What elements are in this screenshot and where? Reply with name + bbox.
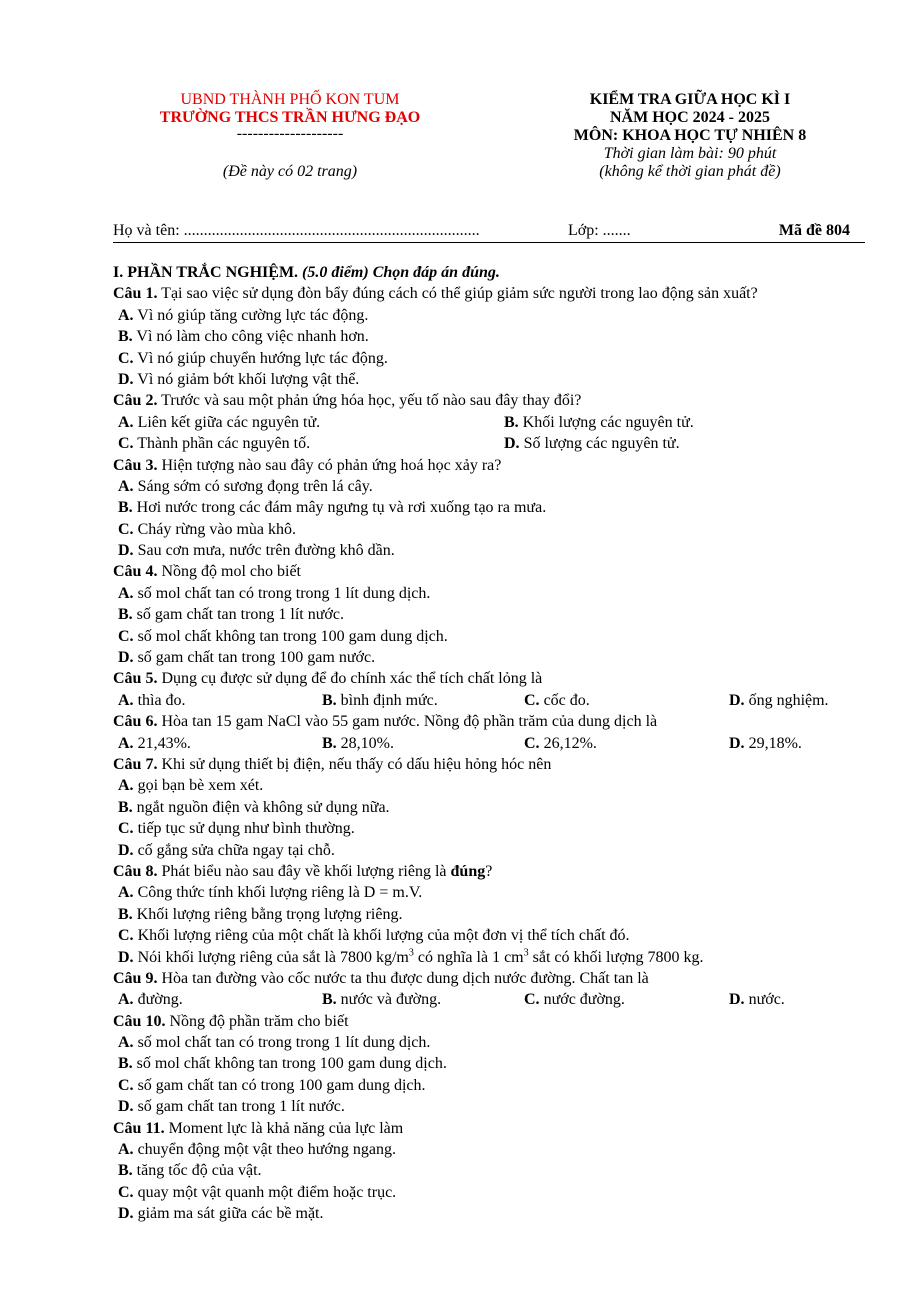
option-key: B. — [118, 905, 133, 923]
option — [113, 818, 873, 839]
option — [113, 305, 873, 326]
option-key: A. — [118, 413, 134, 431]
option — [322, 690, 438, 711]
question-text: Tại sao việc sử dụng đòn bẩy đúng cách có thể giúp giảm sức người trong lao động sản xuất? — [157, 285, 758, 303]
option-text: 28,10%. — [336, 734, 394, 752]
option — [729, 733, 802, 754]
option — [118, 733, 191, 754]
option-key: C. — [118, 520, 134, 538]
option-key: C. — [118, 820, 134, 838]
question-number: Câu 8. — [113, 862, 158, 880]
option-text: quay một vật quanh một điểm hoặc trục. — [133, 1183, 397, 1201]
option — [322, 989, 441, 1010]
superscript: 3 — [408, 947, 414, 959]
option — [113, 947, 873, 968]
option — [524, 690, 590, 711]
option-key: D. — [118, 370, 134, 388]
option — [113, 369, 873, 390]
question-5 — [113, 668, 873, 689]
option — [113, 647, 873, 668]
option-text: Liên kết giữa các nguyên tử. — [133, 413, 321, 431]
option-key: C. — [118, 627, 134, 645]
superscript: 3 — [523, 947, 529, 959]
option — [118, 690, 186, 711]
option — [113, 1160, 873, 1181]
question-3 — [113, 455, 873, 476]
option-key: D. — [118, 649, 134, 667]
option — [113, 1139, 873, 1160]
option-key: A. — [118, 477, 134, 495]
question-8 — [113, 861, 873, 882]
option-text: cốc đo. — [539, 691, 590, 709]
option-text: Nói khối lượng riêng của sắt là 7800 kg/m — [133, 948, 409, 966]
option — [118, 435, 310, 452]
option-row — [113, 690, 873, 711]
option-text: Khối lượng riêng của một chất là khối lượng của một đơn vị thể tích chất đó. — [133, 927, 630, 945]
option-text: Số lượng các nguyên tử. — [519, 435, 680, 453]
option — [113, 1203, 873, 1224]
option-key: D. — [729, 691, 745, 709]
option — [118, 989, 183, 1010]
question-text: Phát biểu nào sau đây về khối lượng riêng là — [157, 862, 451, 880]
option-key: D. — [729, 991, 745, 1009]
option-row — [113, 433, 873, 454]
exam-title: KIỂM TRA GIỮA HỌC KÌ I — [589, 91, 791, 108]
question-number: Câu 7. — [113, 755, 158, 773]
option-text: tiếp tục sử dụng như bình thường. — [133, 820, 355, 838]
option-key: B. — [322, 691, 337, 709]
option — [113, 840, 873, 861]
question-4 — [113, 561, 873, 582]
option-key: A. — [118, 1034, 134, 1052]
option-text: giảm ma sát giữa các bề mặt. — [133, 1205, 324, 1223]
option-key: A. — [118, 777, 134, 795]
option-key: C. — [524, 991, 540, 1009]
option-text: đường. — [133, 991, 183, 1009]
option-text: chuyển động một vật theo hướng ngang. — [133, 1141, 396, 1159]
option-key: C. — [524, 734, 540, 752]
school-name: TRƯỜNG THCS TRẦN HƯNG ĐẠO — [159, 109, 421, 126]
question-tail: ? — [485, 862, 493, 880]
question-text: Nồng độ mol cho biết — [157, 563, 301, 581]
option — [113, 1096, 873, 1117]
exam-header — [490, 91, 890, 181]
option — [322, 733, 394, 754]
option-text: Vì nó làm cho công việc nhanh hơn. — [132, 328, 369, 346]
option-key: B. — [322, 734, 337, 752]
option-row — [113, 412, 873, 433]
option-text: số mol chất không tan trong 100 gam dung dịch. — [132, 1055, 447, 1073]
option-key: A. — [118, 991, 134, 1009]
option-key: D. — [118, 948, 134, 966]
option-key: D. — [118, 1098, 134, 1116]
option-key: A. — [118, 734, 134, 752]
option-key: B. — [118, 499, 133, 517]
option-text: 26,12%. — [539, 734, 597, 752]
option — [113, 904, 873, 925]
option — [113, 1075, 873, 1096]
option-key: D. — [118, 841, 134, 859]
question-text: Hòa tan 15 gam NaCl vào 55 gam nước. Nồng độ phần trăm của dung dịch là — [157, 713, 658, 731]
exam-code: Mã đề 804 — [778, 222, 850, 239]
option-key: B. — [322, 991, 337, 1009]
option — [113, 775, 873, 796]
option-key: C. — [524, 691, 540, 709]
option-text: Vì nó giúp chuyển hướng lực tác động. — [133, 349, 388, 367]
option — [113, 1182, 873, 1203]
option-key: A. — [118, 306, 134, 324]
option — [113, 626, 873, 647]
option — [113, 540, 873, 561]
option — [118, 414, 320, 431]
option-text: số mol chất tan có trong trong 1 lít dung dịch. — [133, 1034, 431, 1052]
option — [113, 348, 873, 369]
subject: MÔN: KHOA HỌC TỰ NHIÊN 8 — [573, 127, 807, 144]
option-row — [113, 989, 873, 1010]
question-number: Câu 6. — [113, 713, 158, 731]
option-text: Công thức tính khối lượng riêng là D = m.V. — [133, 884, 423, 902]
option-text: số mol chất tan có trong trong 1 lít dung dịch. — [133, 584, 431, 602]
student-info-row — [113, 222, 850, 242]
option — [113, 925, 873, 946]
option-key: D. — [504, 435, 520, 453]
option-text: 29,18%. — [744, 734, 802, 752]
option-text: số gam chất tan trong 1 lít nước. — [133, 1098, 345, 1116]
option-key: C. — [118, 1183, 134, 1201]
option — [729, 989, 785, 1010]
option-key: A. — [118, 691, 134, 709]
duration-note: (không kể thời gian phát đề) — [599, 163, 781, 180]
option-key: C. — [118, 349, 134, 367]
option-key: A. — [118, 1141, 134, 1159]
question-text: Hiện tượng nào sau đây có phản ứng hoá học xảy ra? — [157, 456, 502, 474]
option — [524, 989, 625, 1010]
option-text: nước đường. — [539, 991, 625, 1009]
question-text: Nồng độ phần trăm cho biết — [165, 1012, 349, 1030]
question-number: Câu 4. — [113, 563, 158, 581]
option — [729, 690, 829, 711]
option — [113, 797, 873, 818]
option-text: ngắt nguồn điện và không sử dụng nữa. — [132, 798, 390, 816]
option — [113, 1032, 873, 1053]
option — [113, 326, 873, 347]
option — [113, 497, 873, 518]
option-text: Hơi nước trong các đám mây ngưng tụ và rơi xuống tạo ra mưa. — [132, 499, 547, 517]
option-key: B. — [118, 1055, 133, 1073]
question-number: Câu 10. — [113, 1012, 166, 1030]
option-text: gọi bạn bè xem xét. — [133, 777, 264, 795]
option-text: Khối lượng các nguyên tử. — [518, 413, 694, 431]
page-count-note: (Đề này có 02 trang) — [222, 163, 358, 180]
option — [113, 476, 873, 497]
student-name-field: Họ và tên: .......................................................................... — [113, 222, 480, 239]
option-text: bình định mức. — [336, 691, 438, 709]
option-text: thìa đo. — [133, 691, 186, 709]
duration: Thời gian làm bài: 90 phút — [603, 145, 777, 162]
section-heading — [113, 262, 873, 283]
option-text: có nghĩa là 1 cm — [413, 948, 524, 966]
option — [504, 412, 694, 433]
option — [113, 882, 873, 903]
school-header — [100, 91, 480, 181]
option-text: sắt có khối lượng 7800 kg. — [528, 948, 704, 966]
option-row — [113, 733, 873, 754]
header-divider: -------------------- — [236, 125, 344, 142]
option-text: Sau cơn mưa, nước trên đường khô dần. — [133, 542, 395, 560]
question-emphasis: đúng — [450, 862, 486, 880]
class-field: Lớp: ....... — [568, 222, 631, 239]
option-text: cố gắng sửa chữa ngay tại chỗ. — [133, 841, 335, 859]
question-number: Câu 5. — [113, 670, 158, 688]
question-number: Câu 1. — [113, 285, 158, 303]
question-number: Câu 2. — [113, 392, 158, 410]
option-key: D. — [118, 542, 134, 560]
section-note: (5.0 điểm) Chọn đáp án đúng. — [298, 264, 500, 281]
option-text: Vì nó giảm bớt khối lượng vật thể. — [133, 370, 360, 388]
option-key: D. — [118, 1205, 134, 1223]
option-key: A. — [118, 584, 134, 602]
option-text: Cháy rừng vào mùa khô. — [133, 520, 296, 538]
option — [113, 604, 873, 625]
option-text: 21,43%. — [133, 734, 191, 752]
option-key: B. — [118, 798, 133, 816]
question-text: Moment lực là khả năng của lực làm — [164, 1119, 404, 1137]
option-key: C. — [118, 1076, 134, 1094]
question-1 — [113, 283, 873, 304]
department-name: UBND THÀNH PHỐ KON TUM — [180, 91, 400, 108]
option-text: tăng tốc độ của vật. — [132, 1162, 262, 1180]
option-key: B. — [118, 606, 133, 624]
option-text: nước. — [744, 991, 785, 1009]
question-number: Câu 3. — [113, 456, 158, 474]
option-key: B. — [118, 328, 133, 346]
option-text: số gam chất tan trong 1 lít nước. — [132, 606, 344, 624]
option-text: nước và đường. — [336, 991, 442, 1009]
option — [524, 733, 597, 754]
option-text: Sáng sớm có sương đọng trên lá cây. — [133, 477, 373, 495]
school-year: NĂM HỌC 2024 - 2025 — [610, 109, 770, 126]
option-text: Vì nó giúp tăng cường lực tác động. — [133, 306, 369, 324]
option-key: B. — [504, 413, 519, 431]
option-key: D. — [729, 734, 745, 752]
question-text: Hòa tan đường vào cốc nước ta thu được dung dịch nước đường. Chất tan là — [157, 969, 649, 987]
option-key: A. — [118, 884, 134, 902]
option-text: ống nghiệm. — [744, 691, 829, 709]
question-number: Câu 9. — [113, 969, 158, 987]
question-10 — [113, 1011, 873, 1032]
option-text: số gam chất tan trong 100 gam nước. — [133, 649, 376, 667]
question-9 — [113, 968, 873, 989]
option-key: B. — [118, 1162, 133, 1180]
option-text: số gam chất tan có trong 100 gam dung dịch. — [133, 1076, 426, 1094]
question-6 — [113, 711, 873, 732]
question-7 — [113, 754, 873, 775]
option-key: C. — [118, 927, 134, 945]
question-text: Dụng cụ được sử dụng để đo chính xác thể tích chất lỏng là — [157, 670, 543, 688]
option — [504, 433, 680, 454]
option — [113, 583, 873, 604]
question-11 — [113, 1118, 873, 1139]
question-text: Trước và sau một phản ứng hóa học, yếu tố nào sau đây thay đổi? — [157, 392, 582, 410]
question-number: Câu 11. — [113, 1119, 165, 1137]
question-text: Khi sử dụng thiết bị điện, nếu thấy có dấu hiệu hỏng hóc nên — [157, 755, 552, 773]
info-underline — [113, 242, 865, 243]
option-text: Khối lượng riêng bằng trọng lượng riêng. — [132, 905, 403, 923]
option-text: số mol chất không tan trong 100 gam dung dịch. — [133, 627, 448, 645]
exam-content — [113, 262, 873, 1225]
option-text: Thành phần các nguyên tố. — [133, 435, 311, 453]
option — [113, 519, 873, 540]
option-key: C. — [118, 435, 134, 453]
section-title: I. PHẦN TRẮC NGHIỆM. — [113, 264, 299, 281]
question-2 — [113, 390, 873, 411]
option — [113, 1053, 873, 1074]
